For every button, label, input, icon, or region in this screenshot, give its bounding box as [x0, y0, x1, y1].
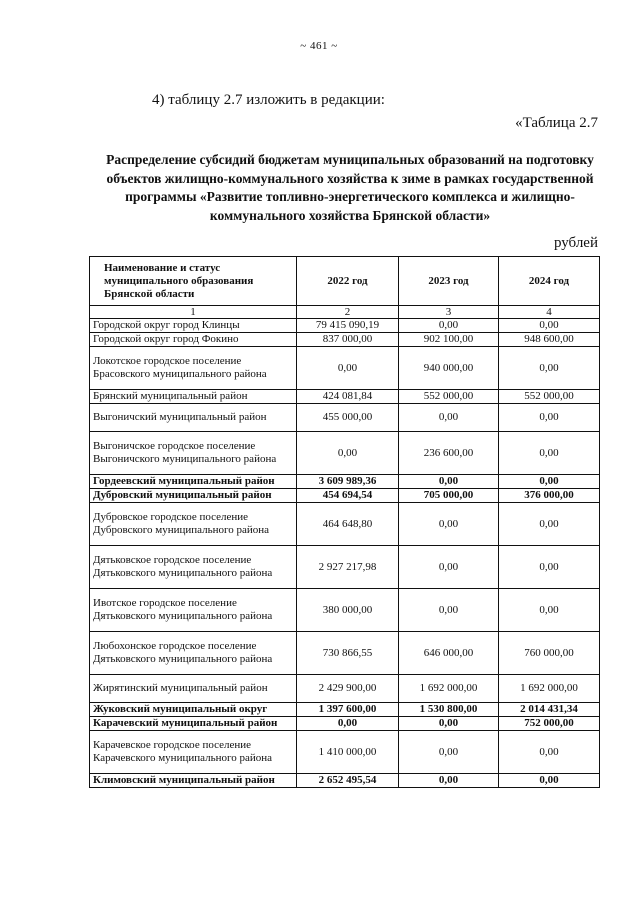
row-value-2022: 0,00 [297, 717, 399, 731]
row-value-2024: 0,00 [499, 731, 600, 774]
row-name: Карачевский муниципальный район [90, 717, 297, 731]
row-value-2023: 902 100,00 [399, 333, 499, 347]
row-value-2023: 646 000,00 [399, 632, 499, 675]
row-name: Ивотское городское поселение Дятьковского муниципального района [90, 589, 297, 632]
row-name: Любохонское городское поселение Дятьковского муниципального района [90, 632, 297, 675]
column-number-4: 4 [499, 306, 600, 319]
row-value-2022: 424 081,84 [297, 390, 399, 404]
row-value-2023: 0,00 [399, 731, 499, 774]
row-value-2023: 1 692 000,00 [399, 675, 499, 703]
table-row [90, 589, 600, 632]
row-value-2024: 948 600,00 [499, 333, 600, 347]
table-row [90, 390, 600, 404]
table-row [90, 404, 600, 432]
row-value-2022: 1 397 600,00 [297, 703, 399, 717]
table-row [90, 489, 600, 503]
column-numbers-row [90, 306, 600, 319]
row-value-2022: 0,00 [297, 432, 399, 475]
column-number-2: 2 [297, 306, 399, 319]
row-value-2022: 0,00 [297, 347, 399, 390]
row-value-2022: 2 927 217,98 [297, 546, 399, 589]
row-name: Гордеевский муниципальный район [90, 475, 297, 489]
row-name: Дятьковское городское поселение Дятьковского муниципального района [90, 546, 297, 589]
row-value-2024: 0,00 [499, 319, 600, 333]
row-value-2023: 552 000,00 [399, 390, 499, 404]
subsidies-table [89, 256, 600, 788]
row-name: Карачевское городское поселение Карачевского муниципального района [90, 731, 297, 774]
header-name: Наименование и статус муниципального образования Брянской области [90, 257, 297, 306]
table-row [90, 347, 600, 390]
row-value-2022: 2 652 495,54 [297, 774, 399, 788]
row-value-2024: 0,00 [499, 432, 600, 475]
row-value-2023: 0,00 [399, 589, 499, 632]
row-value-2022: 454 694,54 [297, 489, 399, 503]
table-title: Распределение субсидий бюджетам муниципальных образований на подготовку объектов жилищно-коммунального хозяйства к зиме в рамках государственной программы «Развитие топливно-энергетического комплекса и жилищно-коммунального хозяйства Брянской области» [106, 152, 594, 223]
table-reference: «Таблица 2.7 [515, 115, 598, 131]
row-name: Брянский муниципальный район [90, 390, 297, 404]
row-value-2022: 730 866,55 [297, 632, 399, 675]
page-number: ~ 461 ~ [300, 40, 338, 52]
row-value-2022: 79 415 090,19 [297, 319, 399, 333]
table-row [90, 717, 600, 731]
row-value-2024: 376 000,00 [499, 489, 600, 503]
table-row [90, 432, 600, 475]
table-header-row [90, 257, 600, 306]
row-value-2023: 236 600,00 [399, 432, 499, 475]
row-value-2023: 1 530 800,00 [399, 703, 499, 717]
table-row [90, 731, 600, 774]
header-2023: 2023 год [399, 257, 499, 306]
row-value-2022: 1 410 000,00 [297, 731, 399, 774]
table-row [90, 333, 600, 347]
row-value-2024: 0,00 [499, 774, 600, 788]
row-name: Локотское городское поселение Брасовского муниципального района [90, 347, 297, 390]
row-value-2023: 0,00 [399, 774, 499, 788]
row-name: Дубровский муниципальный район [90, 489, 297, 503]
row-value-2023: 0,00 [399, 503, 499, 546]
row-value-2023: 0,00 [399, 404, 499, 432]
table-row [90, 475, 600, 489]
row-value-2024: 0,00 [499, 589, 600, 632]
table-row [90, 503, 600, 546]
row-value-2022: 455 000,00 [297, 404, 399, 432]
table-body [90, 257, 600, 788]
row-name: Городской округ город Фокино [90, 333, 297, 347]
row-value-2024: 0,00 [499, 503, 600, 546]
row-value-2022: 2 429 900,00 [297, 675, 399, 703]
row-value-2024: 552 000,00 [499, 390, 600, 404]
row-value-2022: 3 609 989,36 [297, 475, 399, 489]
instruction-text: 4) таблицу 2.7 изложить в редакции: [152, 92, 385, 108]
table-row [90, 774, 600, 788]
row-value-2023: 0,00 [399, 319, 499, 333]
row-value-2024: 1 692 000,00 [499, 675, 600, 703]
row-value-2022: 380 000,00 [297, 589, 399, 632]
row-value-2022: 837 000,00 [297, 333, 399, 347]
header-2024: 2024 год [499, 257, 600, 306]
row-value-2022: 464 648,80 [297, 503, 399, 546]
row-name: Климовский муниципальный район [90, 774, 297, 788]
table-row [90, 675, 600, 703]
row-value-2024: 0,00 [499, 475, 600, 489]
row-value-2024: 0,00 [499, 404, 600, 432]
row-name: Жирятинский муниципальный район [90, 675, 297, 703]
row-name: Выгоничское городское поселение Выгоничского муниципального района [90, 432, 297, 475]
row-value-2024: 0,00 [499, 347, 600, 390]
column-number-1: 1 [90, 306, 297, 319]
table-row [90, 703, 600, 717]
row-name: Городской округ город Клинцы [90, 319, 297, 333]
header-2022: 2022 год [297, 257, 399, 306]
row-value-2024: 760 000,00 [499, 632, 600, 675]
column-number-3: 3 [399, 306, 499, 319]
row-value-2023: 0,00 [399, 717, 499, 731]
row-name: Дубровское городское поселение Дубровского муниципального района [90, 503, 297, 546]
row-name: Выгоничский муниципальный район [90, 404, 297, 432]
currency-unit: рублей [553, 235, 598, 251]
table-row [90, 546, 600, 589]
row-value-2023: 0,00 [399, 546, 499, 589]
row-name: Жуковский муниципальный округ [90, 703, 297, 717]
table-row [90, 319, 600, 333]
table-row [90, 632, 600, 675]
row-value-2024: 2 014 431,34 [499, 703, 600, 717]
row-value-2023: 940 000,00 [399, 347, 499, 390]
row-value-2024: 0,00 [499, 546, 600, 589]
row-value-2024: 752 000,00 [499, 717, 600, 731]
row-value-2023: 705 000,00 [399, 489, 499, 503]
row-value-2023: 0,00 [399, 475, 499, 489]
